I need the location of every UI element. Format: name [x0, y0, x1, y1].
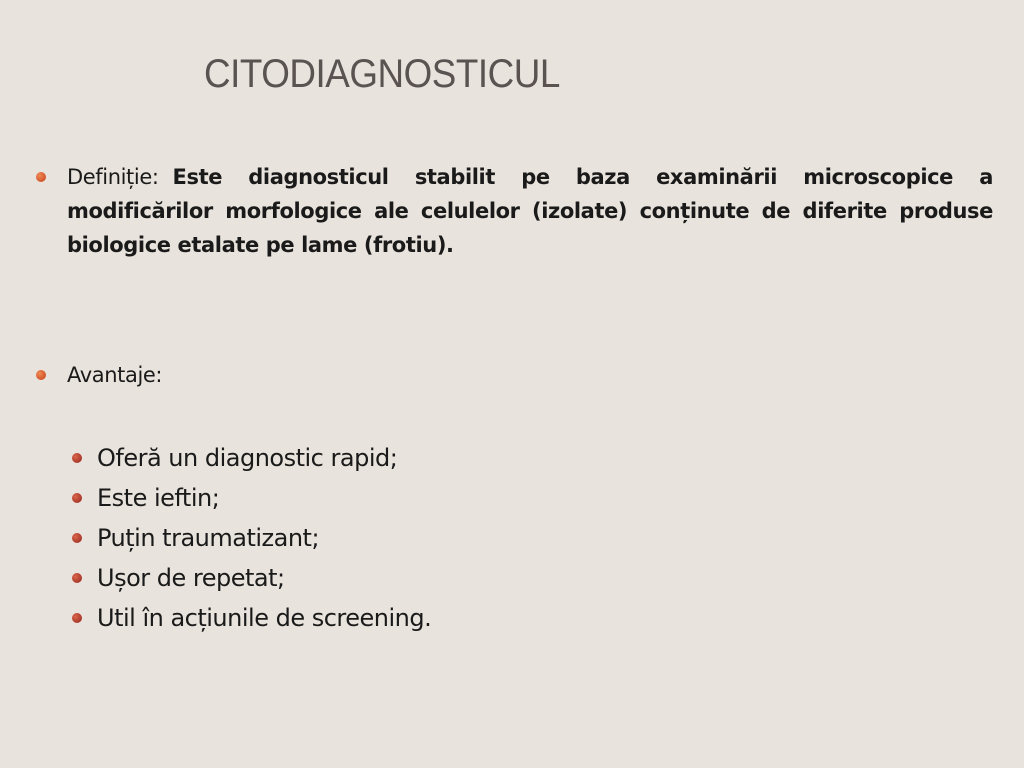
list-item	[72, 598, 431, 638]
advantages-list	[72, 438, 431, 638]
sub-bullet-dot-icon	[72, 453, 82, 463]
list-item-text: Este ieftin;	[97, 484, 220, 512]
list-item	[72, 478, 431, 518]
sub-bullet-dot-icon	[72, 533, 82, 543]
list-item	[72, 438, 431, 478]
list-item	[72, 558, 431, 598]
sub-bullet-dot-icon	[72, 613, 82, 623]
definition-bullet	[36, 160, 993, 270]
bullet-dot-icon	[36, 172, 46, 182]
bullet-dot-icon	[36, 370, 46, 380]
definition-paragraph	[67, 160, 993, 262]
list-item-text: Puțin traumatizant;	[97, 524, 320, 552]
sub-bullet-dot-icon	[72, 573, 82, 583]
definition-text: Este diagnosticul stabilit pe baza examinării microscopice a modificărilor morfologice ale celulelor (izolate) conținute de diferite produse biologice etalate pe lame (frotiu).	[67, 165, 993, 257]
list-item	[72, 518, 431, 558]
list-item-text: Oferă un diagnostic rapid;	[97, 444, 398, 472]
sub-bullet-dot-icon	[72, 493, 82, 503]
list-item-text: Util în acțiunile de screening.	[97, 604, 432, 632]
advantages-bullet	[36, 358, 993, 394]
list-item-text: Ușor de repetat;	[97, 564, 285, 592]
definition-label: Definiție:	[67, 165, 159, 189]
advantages-label: Avantaje:	[67, 363, 163, 387]
slide-title: CITODIAGNOSTICUL	[204, 52, 560, 96]
